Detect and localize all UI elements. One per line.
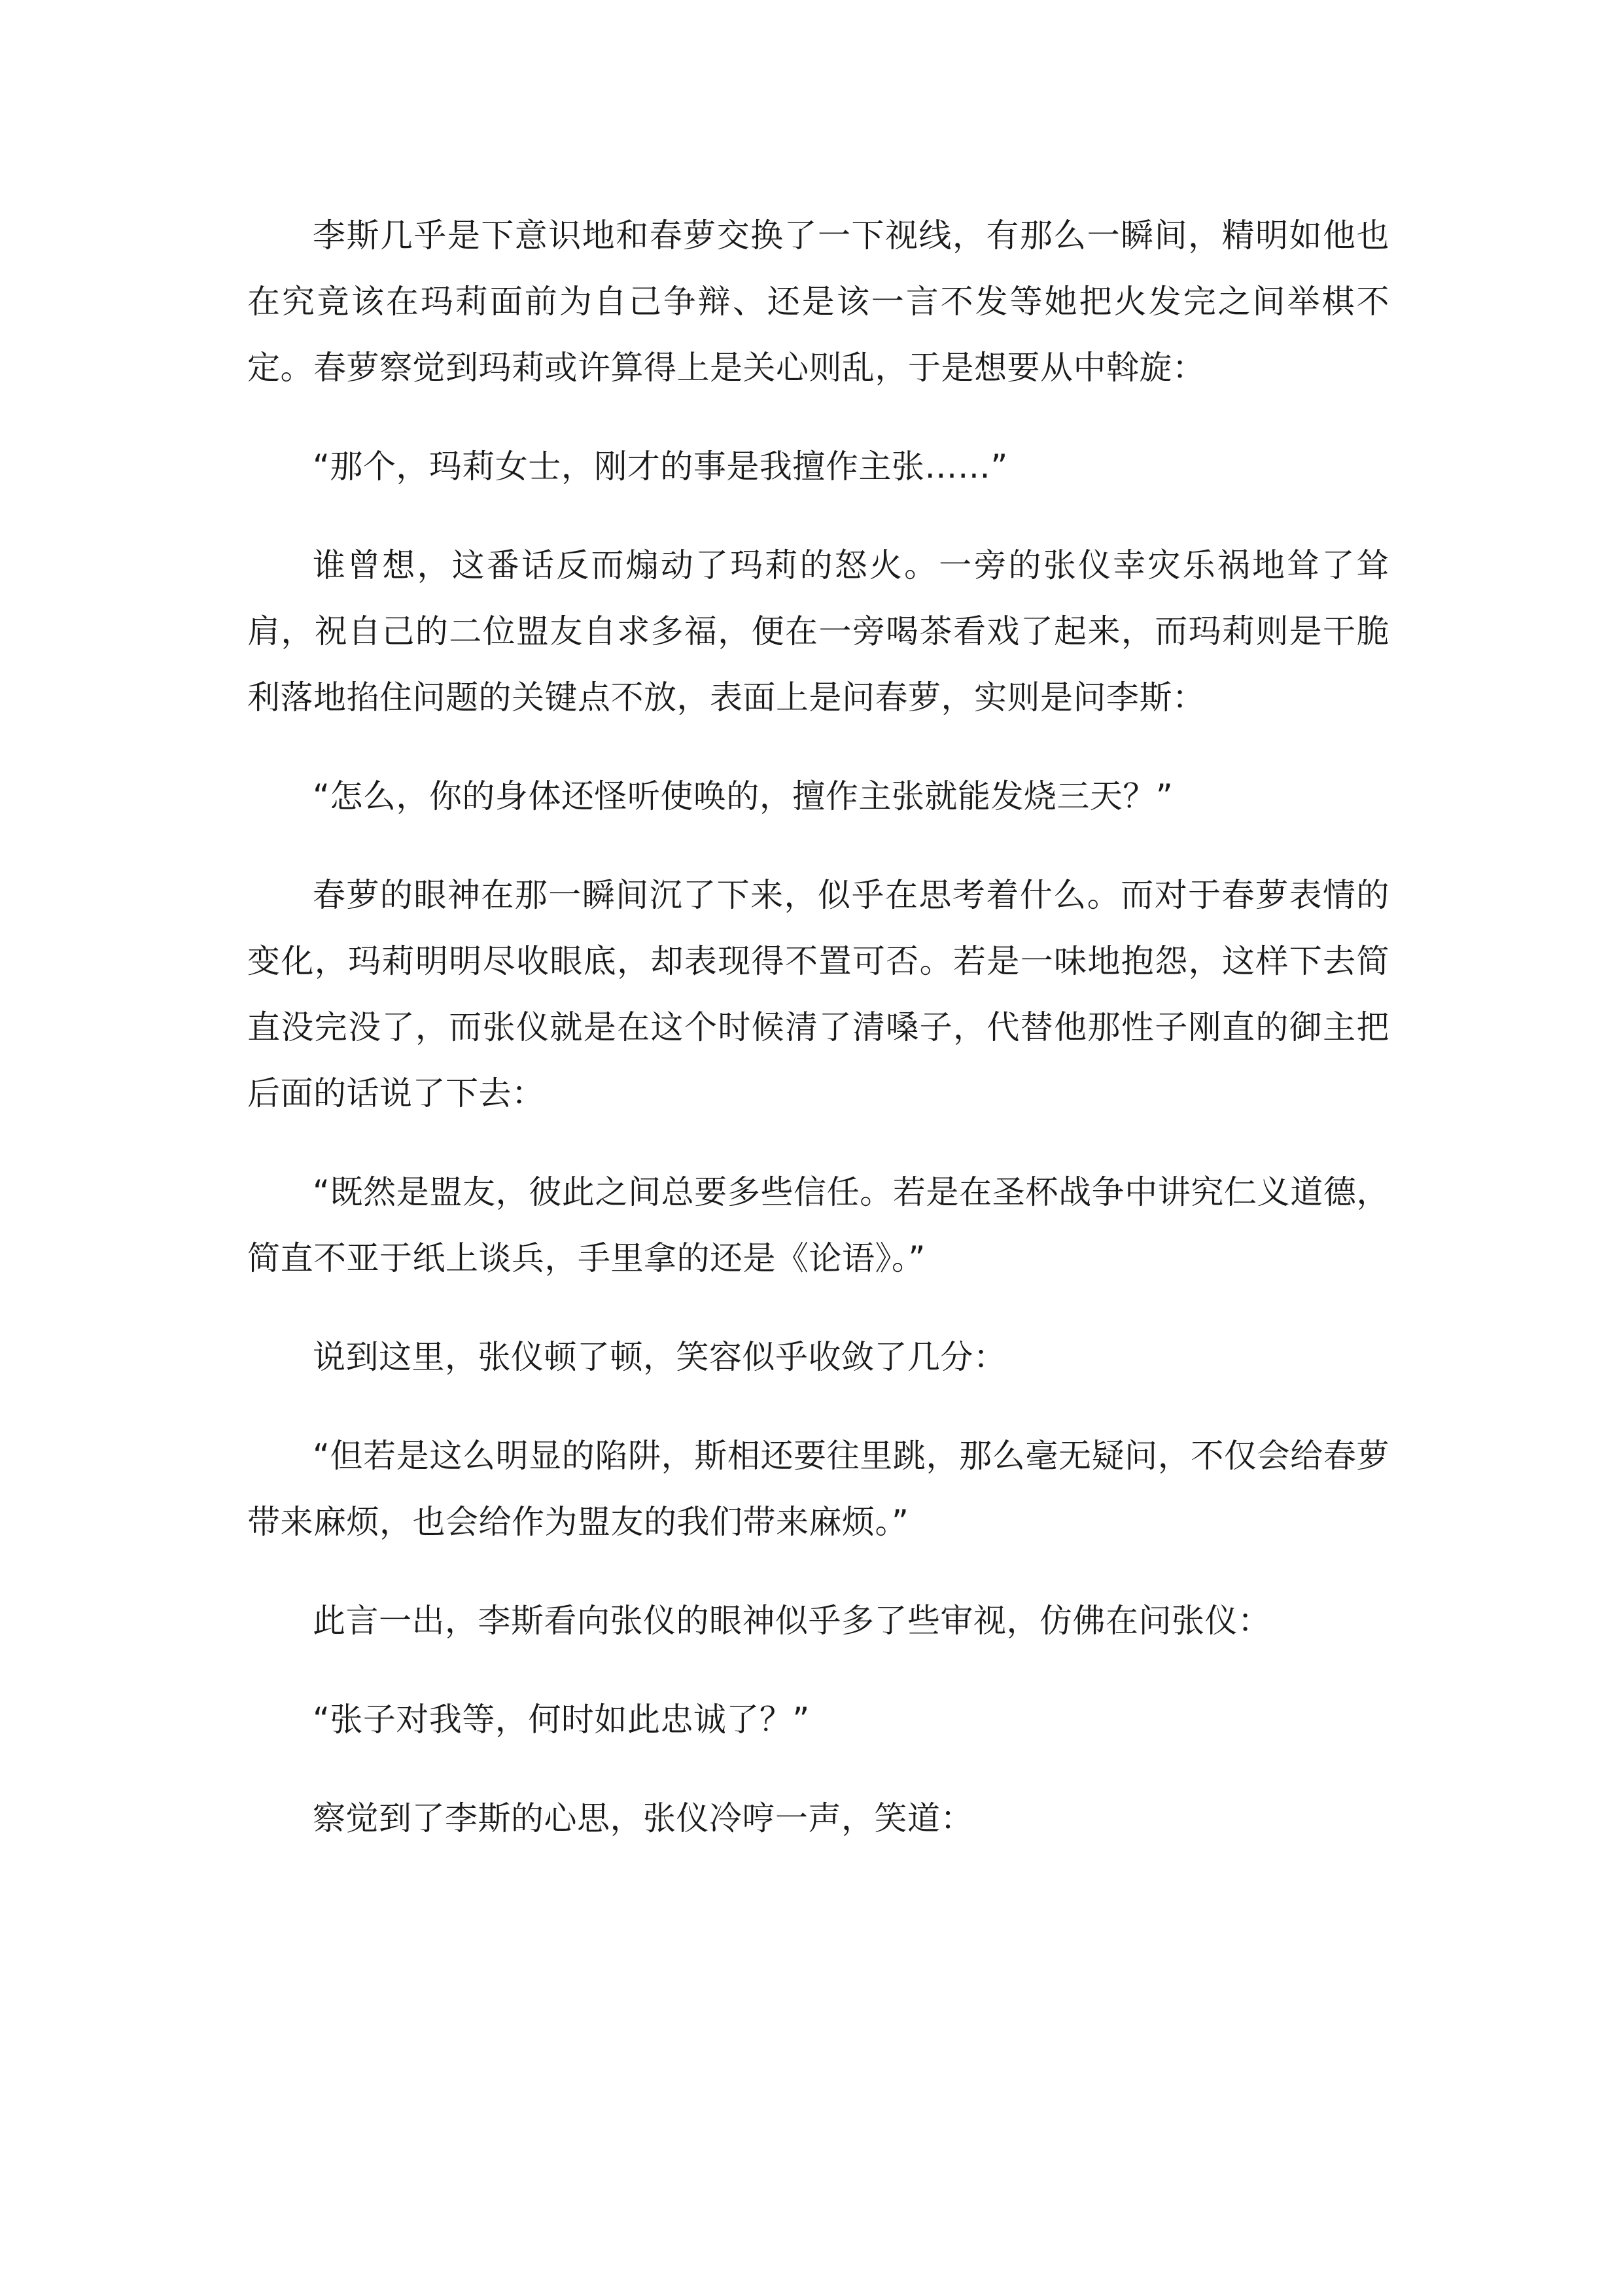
paragraph: 李斯几乎是下意识地和春萝交换了一下视线，有那么一瞬间，精明如他也在究竟该在玛莉面前为自己争辩、还是该一言不发等她把火发完之间举棋不定。春萝察觉到玛莉或许算得上是关心则乱，于是想要从中斡旋： — [247, 217, 1389, 387]
paragraph: “怎么，你的身体还怪听使唤的，擅作主张就能发烧三天？” — [313, 777, 1174, 815]
paragraph: “但若是这么明显的陷阱，斯相还要往里跳，那么毫无疑问，不仅会给春萝带来麻烦，也会给作为盟友的我们带来麻烦。” — [247, 1437, 1389, 1541]
paragraph: 此言一出，李斯看向张仪的眼神似乎多了些审视，仿佛在问张仪： — [313, 1602, 1271, 1640]
paragraph: 察觉到了李斯的心思，张仪冷哼一声，笑道： — [313, 1799, 973, 1837]
paragraph: 谁曾想，这番话反而煽动了玛莉的怒火。一旁的张仪幸灾乐祸地耸了耸肩，祝自己的二位盟友自求多福，便在一旁喝茶看戏了起来，而玛莉则是干脆利落地掐住问题的关键点不放，表面上是问春萝，实则是问李斯： — [247, 546, 1389, 716]
document-body — [247, 203, 1389, 1884]
paragraph: 说到这里，张仪顿了顿，笑容似乎收敛了几分： — [313, 1338, 1007, 1376]
paragraph: 春萝的眼神在那一瞬间沉了下来，似乎在思考着什么。而对于春萝表情的变化，玛莉明明尽收眼底，却表现得不置可否。若是一味地抱怨，这样下去简直没完没了，而张仪就是在这个时候清了清嗓子，代替他那性子刚直的御主把后面的话说了下去： — [247, 876, 1389, 1112]
paragraph: “那个，玛莉女士，刚才的事是我擅作主张……” — [313, 448, 1008, 486]
paragraph: “张子对我等，何时如此忠诚了？” — [313, 1701, 810, 1739]
paragraph: “既然是盟友，彼此之间总要多些信任。若是在圣杯战争中讲究仁义道德，简直不亚于纸上谈兵，手里拿的还是《论语》。” — [247, 1173, 1389, 1277]
